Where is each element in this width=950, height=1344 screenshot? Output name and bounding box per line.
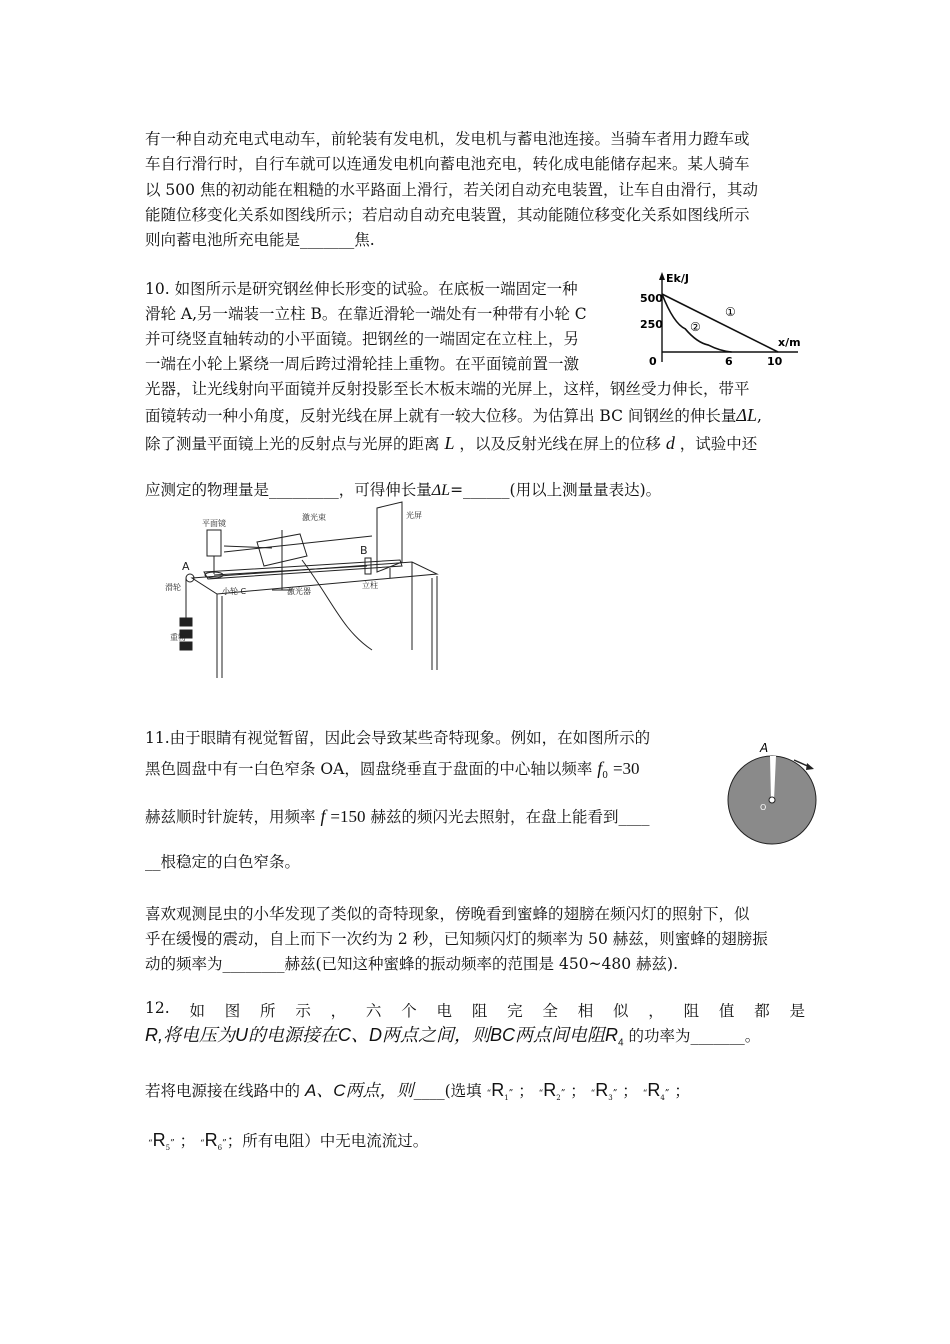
- option-r3-sub: 3: [608, 1094, 613, 1103]
- label-b: B: [360, 544, 368, 557]
- f-symbol: f: [320, 806, 326, 826]
- plane-mirror: [207, 530, 221, 556]
- label-a: A: [182, 560, 190, 573]
- center-o: [769, 797, 775, 803]
- q12-line-4: “$R_5$” ； “$R_6$”；所有电阻）中无电流流过。: [148, 1130, 429, 1153]
- weight-1: [180, 618, 192, 626]
- weight-label: 重物: [170, 633, 186, 642]
- q12-line-1-word: 完: [507, 1002, 523, 1020]
- y-tick-500: 500: [640, 292, 663, 305]
- q12-line-3b: ____(选填: [413, 1082, 482, 1100]
- q11-line-1: 11.由于眼睛有视觉暂留，因此会导致某些奇特现象。例如，在如图所示的: [145, 729, 651, 747]
- post-label: 立柱: [362, 581, 378, 590]
- q12-line-1-word: 六: [365, 1002, 382, 1020]
- option-r2: R: [543, 1080, 557, 1100]
- apparatus-figure: [162, 500, 452, 682]
- origin-label: 0: [649, 355, 657, 368]
- q12-line-3: 若将电源接在线路中的 A、C两点，则____(选填 “$R_1$” ； “$R_2$” ； “$R_3$” ； “$R_4$” ；: [145, 1080, 690, 1103]
- screen-label: 光屏: [406, 511, 422, 520]
- delta-l-symbol-2: ΔL: [431, 482, 451, 499]
- q12-line-1-word: 都: [754, 1002, 770, 1020]
- rotating-disk-figure: [722, 738, 834, 852]
- pulley-label: 滑轮: [165, 583, 181, 592]
- q11b-line-3: 动的频率为________赫兹(已知这种蜜蜂的振动频率的范围是 450~480 赫兹).: [145, 955, 679, 973]
- q12-line-1-word: 个: [401, 1002, 417, 1020]
- r4-subscript: 4: [618, 1037, 624, 1049]
- q12-line-1-word: ，: [648, 1002, 664, 1020]
- q12-line-1-word: 所: [260, 1002, 276, 1020]
- x-tick-6: 6: [725, 355, 733, 368]
- q11-line-3a: 赫兹顺时针旋转，用频率: [145, 808, 316, 826]
- option-r6: R: [204, 1130, 218, 1150]
- f0-symbol: f: [597, 758, 603, 778]
- q12-line-1-word: 是: [789, 1002, 805, 1020]
- q12-line-1-word: 似: [613, 1002, 629, 1020]
- q10-line-1: 10. 如图所示是研究钢丝伸长形变的试验。在底板一端固定一种: [145, 280, 578, 298]
- delta-l-symbol: ΔL: [736, 405, 757, 425]
- q9-line-4: 能随位移变化关系如图线所示；若启动自动充电装置，其动能随位移变化关系如图线所示: [145, 206, 750, 224]
- q10-line-3: 并可绕竖直轴转动的小平面镜。把钢丝的一端固定在立柱上，另: [145, 330, 580, 348]
- option-r4: R: [647, 1080, 661, 1100]
- q12-line-1: [145, 999, 805, 1021]
- q12-line-3a: 若将电源接在线路中的: [145, 1082, 301, 1100]
- q9-line-5: 则向蓄电池所充电能是_______焦.: [145, 231, 375, 249]
- q10-line-7b: ，以及反射光线在屏上的位移: [459, 435, 661, 453]
- q10-line-8b: =______(用以上测量量表达)。: [450, 481, 662, 499]
- q12-line-1-word: 12.: [145, 999, 170, 1017]
- curve-1-label: ①: [725, 305, 736, 319]
- q12-line-2b: 的功率为_______。: [623, 1027, 761, 1045]
- q10-line-7: [145, 433, 757, 454]
- curve-2-label: ②: [690, 320, 701, 334]
- option-r4-sub: 4: [660, 1094, 665, 1103]
- q11-line-3: [145, 806, 649, 827]
- disk-label-a: A: [760, 741, 769, 755]
- q11b-line-1: 喜欢观测昆虫的小华发现了类似的奇特现象，傍晚看到蜜蜂的翅膀在频闪灯的照射下，似: [145, 905, 750, 923]
- q12-line-1-word: 电: [436, 1002, 453, 1020]
- y-axis-arrow-icon: [659, 272, 665, 280]
- option-r1-sub: 1: [504, 1094, 509, 1103]
- q10-line-6-text: 面镜转动一种小角度，反射光线在屏上就有一较大位移。为估算出 BC 间钢丝的伸长量: [145, 407, 737, 425]
- q11-line-2: [145, 758, 640, 786]
- rotation-arrow-icon: [806, 763, 814, 770]
- option-r1: R: [491, 1080, 505, 1100]
- q12-line-1-word: 图: [224, 1002, 241, 1020]
- q12-line-2: [145, 1025, 760, 1054]
- d-symbol: d: [665, 433, 675, 453]
- y-axis-label: Ek/J: [666, 272, 689, 285]
- q9-line-3: 以 500 焦的初动能在粗糙的水平路面上滑行，若关闭自动充电装置，让车自由滑行，其动: [145, 181, 758, 199]
- disk-label-o: O: [760, 803, 767, 812]
- x-tick-10: 10: [767, 355, 783, 368]
- q12-line-1-word: ，: [330, 1002, 347, 1020]
- q11b-line-2: 乎在缓慢的震动，自上而下一次约为 2 秒，已知频闪灯的频率为 50 赫兹，则蜜蜂的翅膀振: [145, 930, 768, 948]
- series-1-line: [662, 294, 778, 352]
- q11-line-2a: 黑色圆盘中有一白色窄条 OA，圆盘绕垂直于盘面的中心轴以频率: [145, 760, 593, 778]
- f-value: =150: [330, 807, 366, 826]
- q12-line-1-word: 全: [542, 1002, 558, 1020]
- q12-line-2a: R,将电压为U的电源接在C、D两点之间，则BC两点间电阻R: [145, 1025, 618, 1045]
- comma: ,: [756, 407, 762, 425]
- q12-line-1-word: 阻: [471, 1002, 488, 1020]
- laser-beam: [224, 536, 372, 552]
- f0-value: =30: [612, 759, 640, 778]
- q9-line-1: 有一种自动充电式电动车，前轮装有发电机，发电机与蓄电池连接。当骑车者用力蹬车或: [145, 130, 750, 148]
- q12-line-1-word: 如: [189, 1002, 205, 1020]
- weight-3: [180, 642, 192, 650]
- y-tick-250: 250: [640, 318, 663, 331]
- option-r5-sub: 5: [165, 1144, 171, 1153]
- x-axis-label: x/m: [778, 336, 801, 349]
- option-r3: R: [595, 1080, 609, 1100]
- q10-line-4: 一端在小轮上紧绕一周后跨过滑轮挂上重物。在平面镜前置一激: [145, 355, 580, 373]
- q10-line-8a: 应测定的物理量是_________，可得伸长量: [145, 481, 432, 499]
- reflected-beam: [224, 546, 272, 548]
- ac-points: A、C两点，则: [304, 1081, 414, 1100]
- wheel-label: 小轮 C: [222, 587, 247, 596]
- mirror-label: 平面镜: [202, 519, 226, 528]
- beam-label: 激光束: [302, 513, 326, 522]
- q12-line-1-word: 相: [577, 1002, 594, 1020]
- q12-line-4-tail: ；所有电阻）中无电流流过。: [226, 1132, 429, 1150]
- q10-line-7a: 除了测量平面镜上光的反射点与光屏的距离: [145, 435, 440, 453]
- q10-line-5: 光器，让光线射向平面镜并反射投影至长木板末端的光屏上，这样，钢丝受力伸长，带平: [145, 380, 750, 398]
- laser-cable: [302, 560, 372, 650]
- f0-subscript: 0: [602, 771, 609, 782]
- q10-line-8: [145, 480, 661, 501]
- q10-line-7c: ，试验中还: [679, 435, 758, 453]
- q10-line-2: 滑轮 A,另一端装一立柱 B。在靠近滑轮一端处有一种带有小轮 C: [145, 305, 587, 323]
- q11-line-3b: 赫兹的频闪光去照射，在盘上能看到____: [370, 808, 650, 826]
- q12-line-1-word: 示: [295, 1002, 311, 1020]
- ek-x-graph: [640, 268, 815, 368]
- option-r5: R: [152, 1130, 166, 1150]
- q10-line-6: [145, 405, 762, 426]
- q9-line-2: 车自行滑行时，自行车就可以连通发电机向蓄电池充电，转化成电能储存起来。某人骑车: [145, 155, 750, 173]
- q12-line-1-word: 阻: [683, 1002, 700, 1020]
- l-symbol: L: [444, 433, 455, 453]
- q12-line-1-word: 值: [718, 1002, 735, 1020]
- option-r6-sub: 6: [217, 1144, 223, 1153]
- q11-line-4: __根稳定的白色窄条。: [145, 853, 301, 871]
- laser-label: 激光器: [287, 587, 311, 596]
- option-r2-sub: 2: [556, 1094, 561, 1103]
